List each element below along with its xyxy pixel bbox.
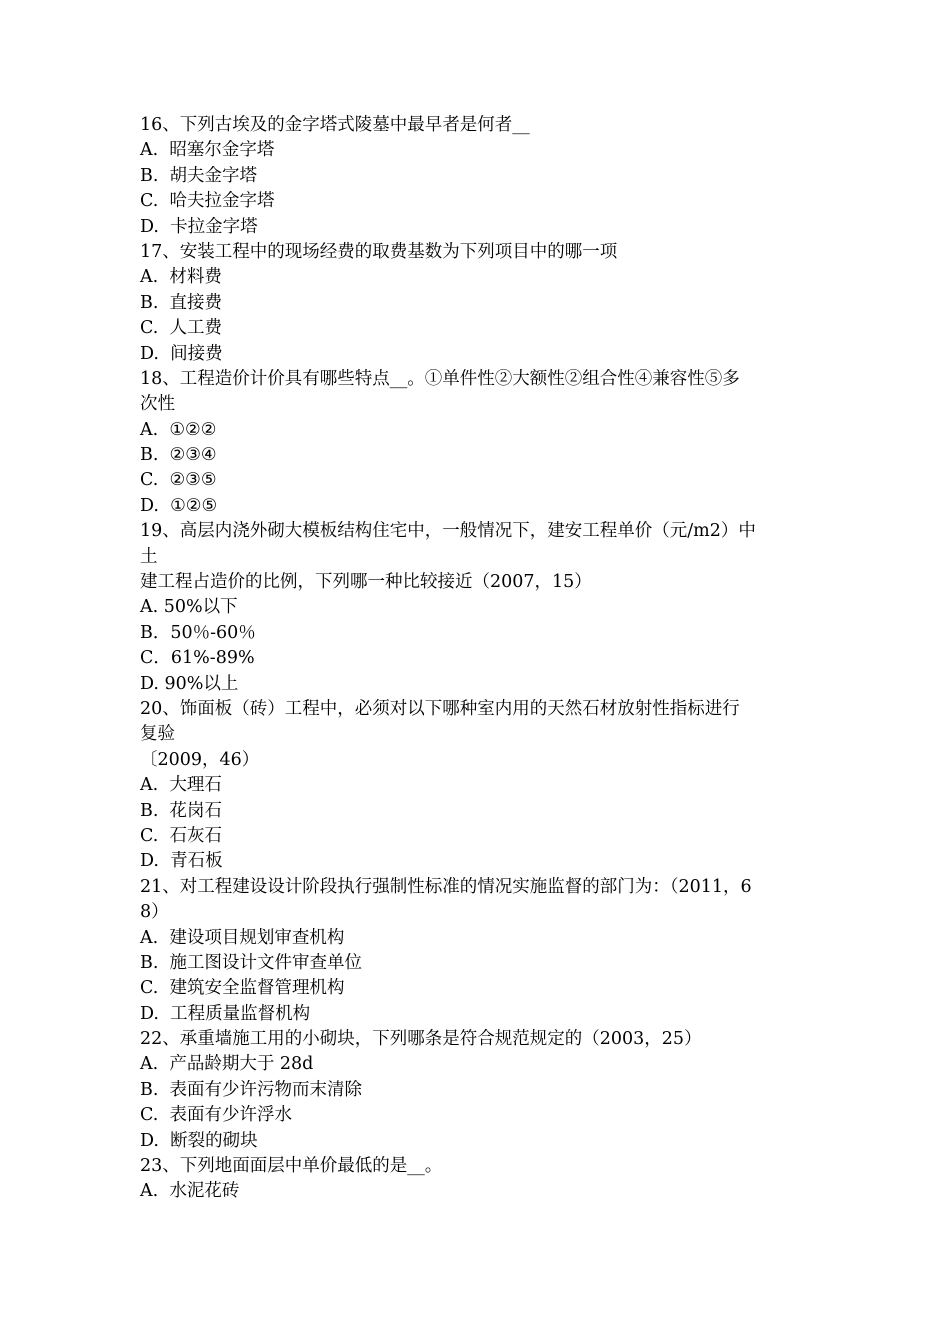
option-line: A. ①②②: [140, 419, 217, 440]
option-line: C．61%-89%: [140, 648, 255, 669]
option-line: C. 哈夫拉金字塔: [140, 191, 275, 212]
option-line: B. 胡夫金字塔: [140, 165, 258, 186]
question-16-text: 16、下列古埃及的金字塔式陵墓中最早者是何者__: [140, 115, 530, 135]
option-line: D. 青石板: [140, 851, 223, 872]
question-19-text-cont: 土: [140, 546, 158, 567]
question-23-text: 23、下列地面面层中单价最低的是__。: [140, 1156, 443, 1177]
question-18-text-cont: 次性: [140, 394, 175, 415]
option-line: B. ②③④: [140, 445, 217, 466]
option-line: A. 大理石: [140, 775, 222, 796]
question-20-text-cont: 〔2009，46）: [140, 749, 260, 770]
option-line: C. 人工费: [140, 318, 222, 339]
option-line: D. 间接费: [140, 343, 223, 364]
option-line: A. 建设项目规划审查机构: [140, 927, 345, 948]
option-line: B. 表面有少许污物而末清除: [140, 1079, 363, 1100]
question-18-text: 18、工程造价计价具有哪些特点__。①单件性②大额性②组合性④兼容性⑤多: [140, 368, 740, 389]
question-21-text-cont: 8）: [140, 902, 169, 923]
question-19-text-cont: 建工程占造价的比例，下列哪一种比较接近（2007，15）: [140, 572, 592, 593]
option-line: D. 90%以上: [140, 673, 239, 694]
option-line: B. 施工图设计文件审查单位: [140, 952, 363, 973]
option-line: C. 建筑安全监督管理机构: [140, 978, 345, 999]
question-22-text: 22、承重墙施工用的小砌块，下列哪条是符合规范规定的（2003，25）: [140, 1029, 702, 1050]
option-line: A. 产品龄期大于 28d: [140, 1054, 314, 1075]
option-line: C. ②③⑤: [140, 470, 217, 491]
question-20-text-cont: 复验: [140, 724, 175, 745]
option-line: A. 水泥花砖: [140, 1181, 240, 1202]
question-17-text: 17、安装工程中的现场经费的取费基数为下列项目中的哪一项: [140, 241, 618, 262]
option-line: B. 花岗石: [140, 800, 223, 821]
question-20-text: 20、饰面板（砖）工程中，必须对以下哪种室内用的天然石材放射性指标进行: [140, 698, 740, 719]
option-line: A. 昭塞尔金字塔: [140, 140, 275, 161]
option-line: B．50％-60％: [140, 622, 256, 643]
option-line: A. 材料费: [140, 267, 222, 288]
option-line: D. ①②⑤: [140, 495, 218, 516]
option-line: D. 断裂的砌块: [140, 1130, 258, 1151]
document-body: [140, 113, 810, 1205]
option-line: B. 直接费: [140, 292, 223, 313]
option-line: C. 石灰石: [140, 825, 222, 846]
question-19-text: 19、高层内浇外砌大模板结构住宅中，一般情况下，建安工程单价（元/m2）中: [140, 521, 756, 542]
option-line: D. 卡拉金字塔: [140, 216, 258, 237]
option-line: A. 50%以下: [140, 597, 238, 618]
question-21-text: 21、对工程建设设计阶段执行强制性标准的情况实施监督的部门为：（2011，6: [140, 876, 752, 897]
option-line: D. 工程质量监督机构: [140, 1003, 311, 1024]
option-line: C. 表面有少许浮水: [140, 1105, 292, 1126]
